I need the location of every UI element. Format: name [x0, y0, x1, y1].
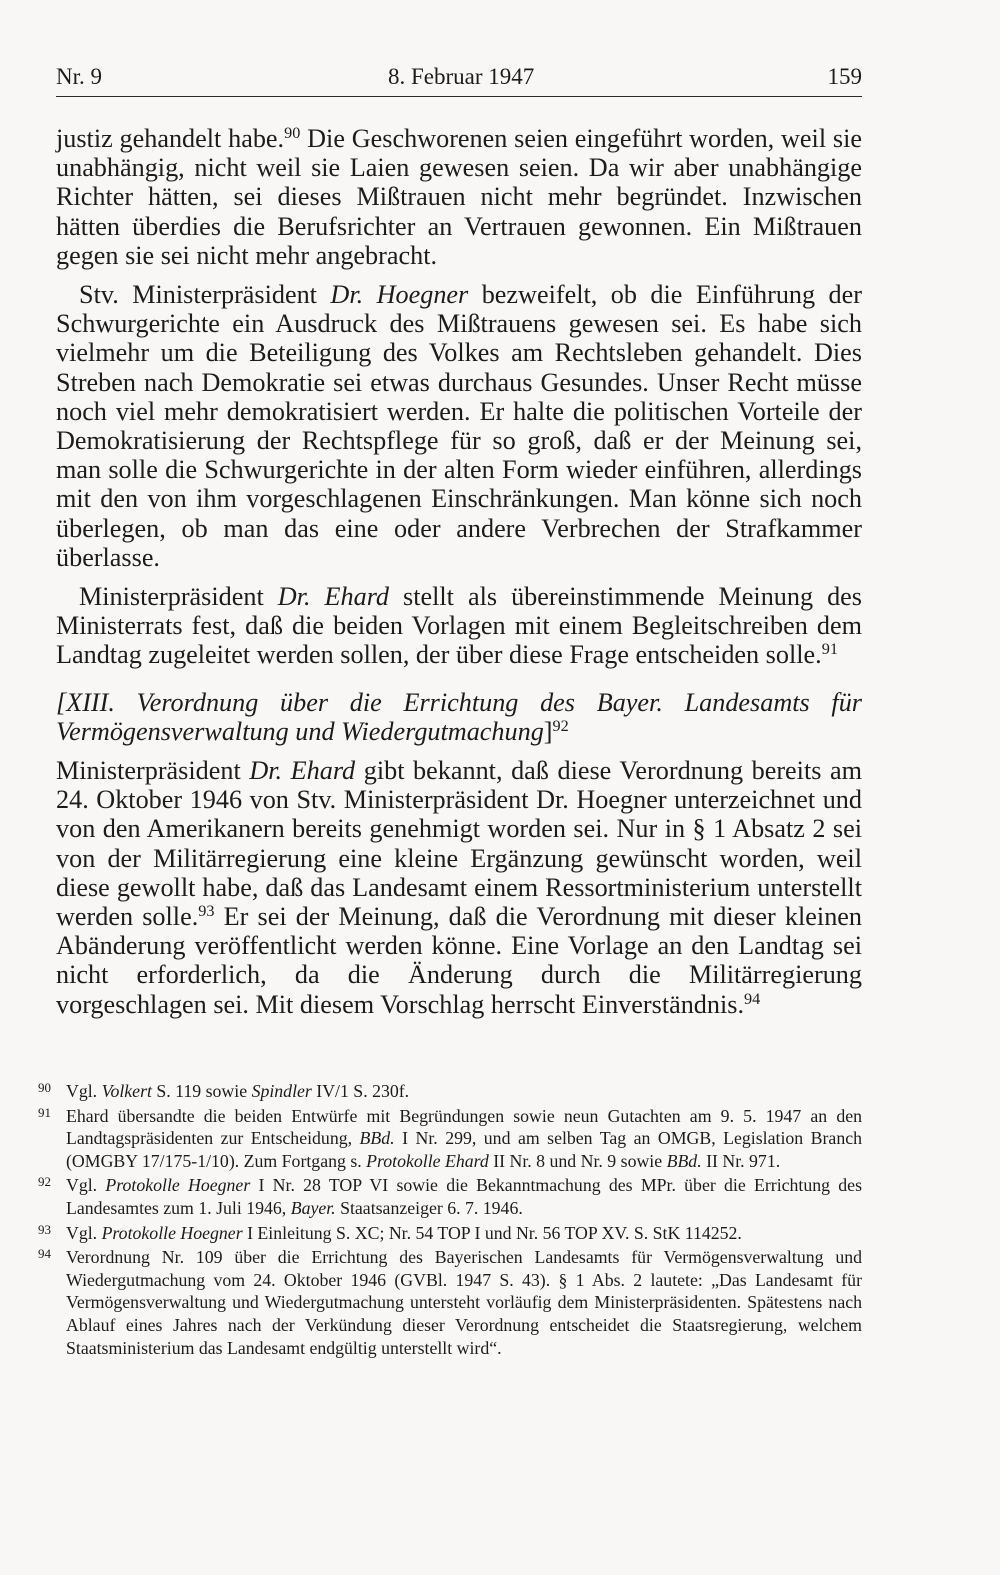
text-run: Ministerpräsident [56, 756, 250, 786]
footnote-text [66, 1247, 862, 1357]
italic-text: Volkert [101, 1081, 152, 1101]
text-run: IV/1 S. 230f. [311, 1081, 410, 1101]
footnote-number: 90 [38, 1080, 51, 1095]
italic-text: Protokolle Hoegner [105, 1175, 251, 1196]
footnotes [38, 1080, 862, 1361]
text-run: Vgl. [66, 1175, 106, 1196]
footnote-text [66, 1081, 409, 1101]
footnote-reference: 92 [552, 716, 569, 735]
text-run: Stv. Ministerpräsident [79, 280, 331, 310]
text-run: Er sei der Meinung, daß die Verordnung mit dieser kleinen Abänderung veröffentlicht werden könne. Eine Vorlage an den Landtag sei nicht erforderlich, da die Änderung durch die Militärregierung vorgeschlagen sei. Mit diesem Vorschlag herrscht Einverständnis. [56, 902, 863, 1019]
text-run: Ministerpräsident [79, 582, 278, 612]
text-run: S. 119 sowie [151, 1081, 252, 1101]
italic-text: Dr. Ehard [249, 756, 356, 786]
paragraph [56, 124, 862, 270]
italic-text: Bayer. [290, 1197, 336, 1218]
text-run: Die Geschworenen seien eingeführt worden, weil sie unabhängig, nicht weil sie Laien gewesen seien. Da wir aber unabhängige Richter hätten, sei dieses Mißtrauen nicht mehr begründet. Inzwischen hätten überdies die Berufsrichter an Vertrauen gewonnen. Ein Mißtrauen gegen sie sei nicht mehr angebracht. [56, 124, 862, 270]
footnote-text [66, 1106, 862, 1171]
text-run: Vgl. [66, 1081, 102, 1101]
paragraph [56, 582, 862, 670]
italic-text: Spindler [251, 1081, 312, 1101]
footnote [38, 1080, 862, 1103]
page-number: 159 [827, 64, 862, 89]
footnote [38, 1105, 862, 1173]
page-header [56, 62, 862, 97]
footnote-number: 94 [38, 1246, 51, 1262]
footnote-number: 93 [38, 1221, 51, 1237]
text-run: Ehard übersandte die beiden Entwürfe mit Begründungen sowie neun Gutachten am 9. 5. 1947 an den Landtagspräsidenten zur Entscheidung, [66, 1105, 862, 1149]
footnote-reference: 93 [198, 902, 215, 921]
italic-text: [XIII. Verordnung über die Errichtung des Bayer. Landesamts für Vermögensverwaltung und Wiedergutmachung [56, 687, 862, 746]
text-run: II Nr. 971. [701, 1150, 781, 1171]
italic-text: Protokolle Hoegner [101, 1222, 243, 1243]
footnote [38, 1246, 862, 1359]
document-date: 8. Februar 1947 [388, 64, 535, 89]
footnote [38, 1222, 862, 1245]
footnote-text [66, 1223, 742, 1243]
section-heading [56, 688, 862, 746]
italic-text: Dr. Hoegner [330, 280, 469, 310]
italic-text: Dr. Ehard [277, 582, 390, 612]
footnote [38, 1174, 862, 1219]
footnote-reference: 91 [821, 640, 838, 659]
text-run: stellt als übereinstimmende Meinung des Ministerrats fest, daß die beiden Vorlagen mit einem Begleitschreiben dem Landtag zugeleitet werden sollen, der über diese Frage entscheiden solle. [56, 582, 862, 670]
text-run: Staatsanzeiger 6. 7. 1946. [335, 1197, 523, 1218]
footnote-text [66, 1175, 862, 1218]
text-run: justiz gehandelt habe. [56, 124, 285, 153]
paragraph [56, 756, 862, 1019]
text-run: I Nr. 299, und am selben Tag an OMGB, Legislation Branch (OMGBY 17/175-1/10). Zum Fortgang s. [66, 1128, 862, 1171]
italic-text: BBd. [666, 1150, 702, 1171]
text-run: gibt bekannt, daß diese Verordnung bereits am 24. Oktober 1946 von Stv. Ministerpräsident Dr. Hoegner unterzeichnet und von den Amerikanern bereits genehmigt worden sei. Nur in § 1 Absatz 2 sei von der Militärregierung eine kleine Ergänzung gewünscht worden, weil diese gewollt habe, daß das Landesamt einem Ressortministerium unterstellt werden solle. [56, 756, 862, 932]
text-run: I Nr. 28 TOP VI sowie die Bekanntmachung des MPr. über die Errichtung des Landesamtes zum 1. Juli 1946, [66, 1175, 862, 1218]
text-run: ] [543, 716, 553, 746]
italic-text: Protokolle Ehard [366, 1150, 489, 1171]
footnote-reference: 90 [284, 124, 301, 143]
document-number: Nr. 9 [56, 64, 102, 89]
footnote-reference: 94 [744, 989, 761, 1008]
text-run: I Einleitung S. XC; Nr. 54 TOP I und Nr. 56 TOP XV. S. StK 114252. [242, 1222, 742, 1243]
paragraph [56, 280, 862, 572]
footnote-number: 91 [38, 1104, 51, 1120]
italic-text: BBd. [359, 1128, 395, 1149]
text-run: bezweifelt, ob die Einführung der Schwurgerichte ein Ausdruck des Mißtrauens gewesen sei. Es habe sich vielmehr um die Beteiligung des Volkes am Rechtsleben gehandelt. Dies Streben nach Demokratie sei etwas durchaus Gesundes. Unser Recht müsse noch viel mehr demokratisiert werden. Er halte die politischen Vorteile der Demokratisierung der Rechtspflege für so groß, daß er der Meinung sei, man solle die Schwurgerichte in der alten Form wieder einführen, allerdings mit den von ihm vorgeschlagenen Einschränkungen. Man könne sich noch überlegen, ob man das eine oder andere Verbrechen der Strafkammer überlasse. [56, 280, 862, 572]
text-run: Verordnung Nr. 109 über die Errichtung des Bayerischen Landesamts für Vermögensverwaltung und Wiedergutmachung vom 24. Oktober 1946 (GVBl. 1947 S. 43). § 1 Abs. 2 lautete: „Das Landesamt für Vermögensverwaltung und Wiedergutmachung untersteht vorläufig dem Ministerpräsidenten. Spätestens nach Ablauf eines Jahres nach der Verkündung dieser Verordnung entscheidet die Staatsregierung, welchem Staatsministerium das Landesamt endgültig unterstellt wird“. [66, 1247, 862, 1358]
text-run: II Nr. 8 und Nr. 9 sowie [488, 1150, 667, 1171]
text-run: Vgl. [66, 1222, 102, 1243]
footnote-number: 92 [38, 1174, 51, 1190]
main-text [56, 124, 862, 1019]
